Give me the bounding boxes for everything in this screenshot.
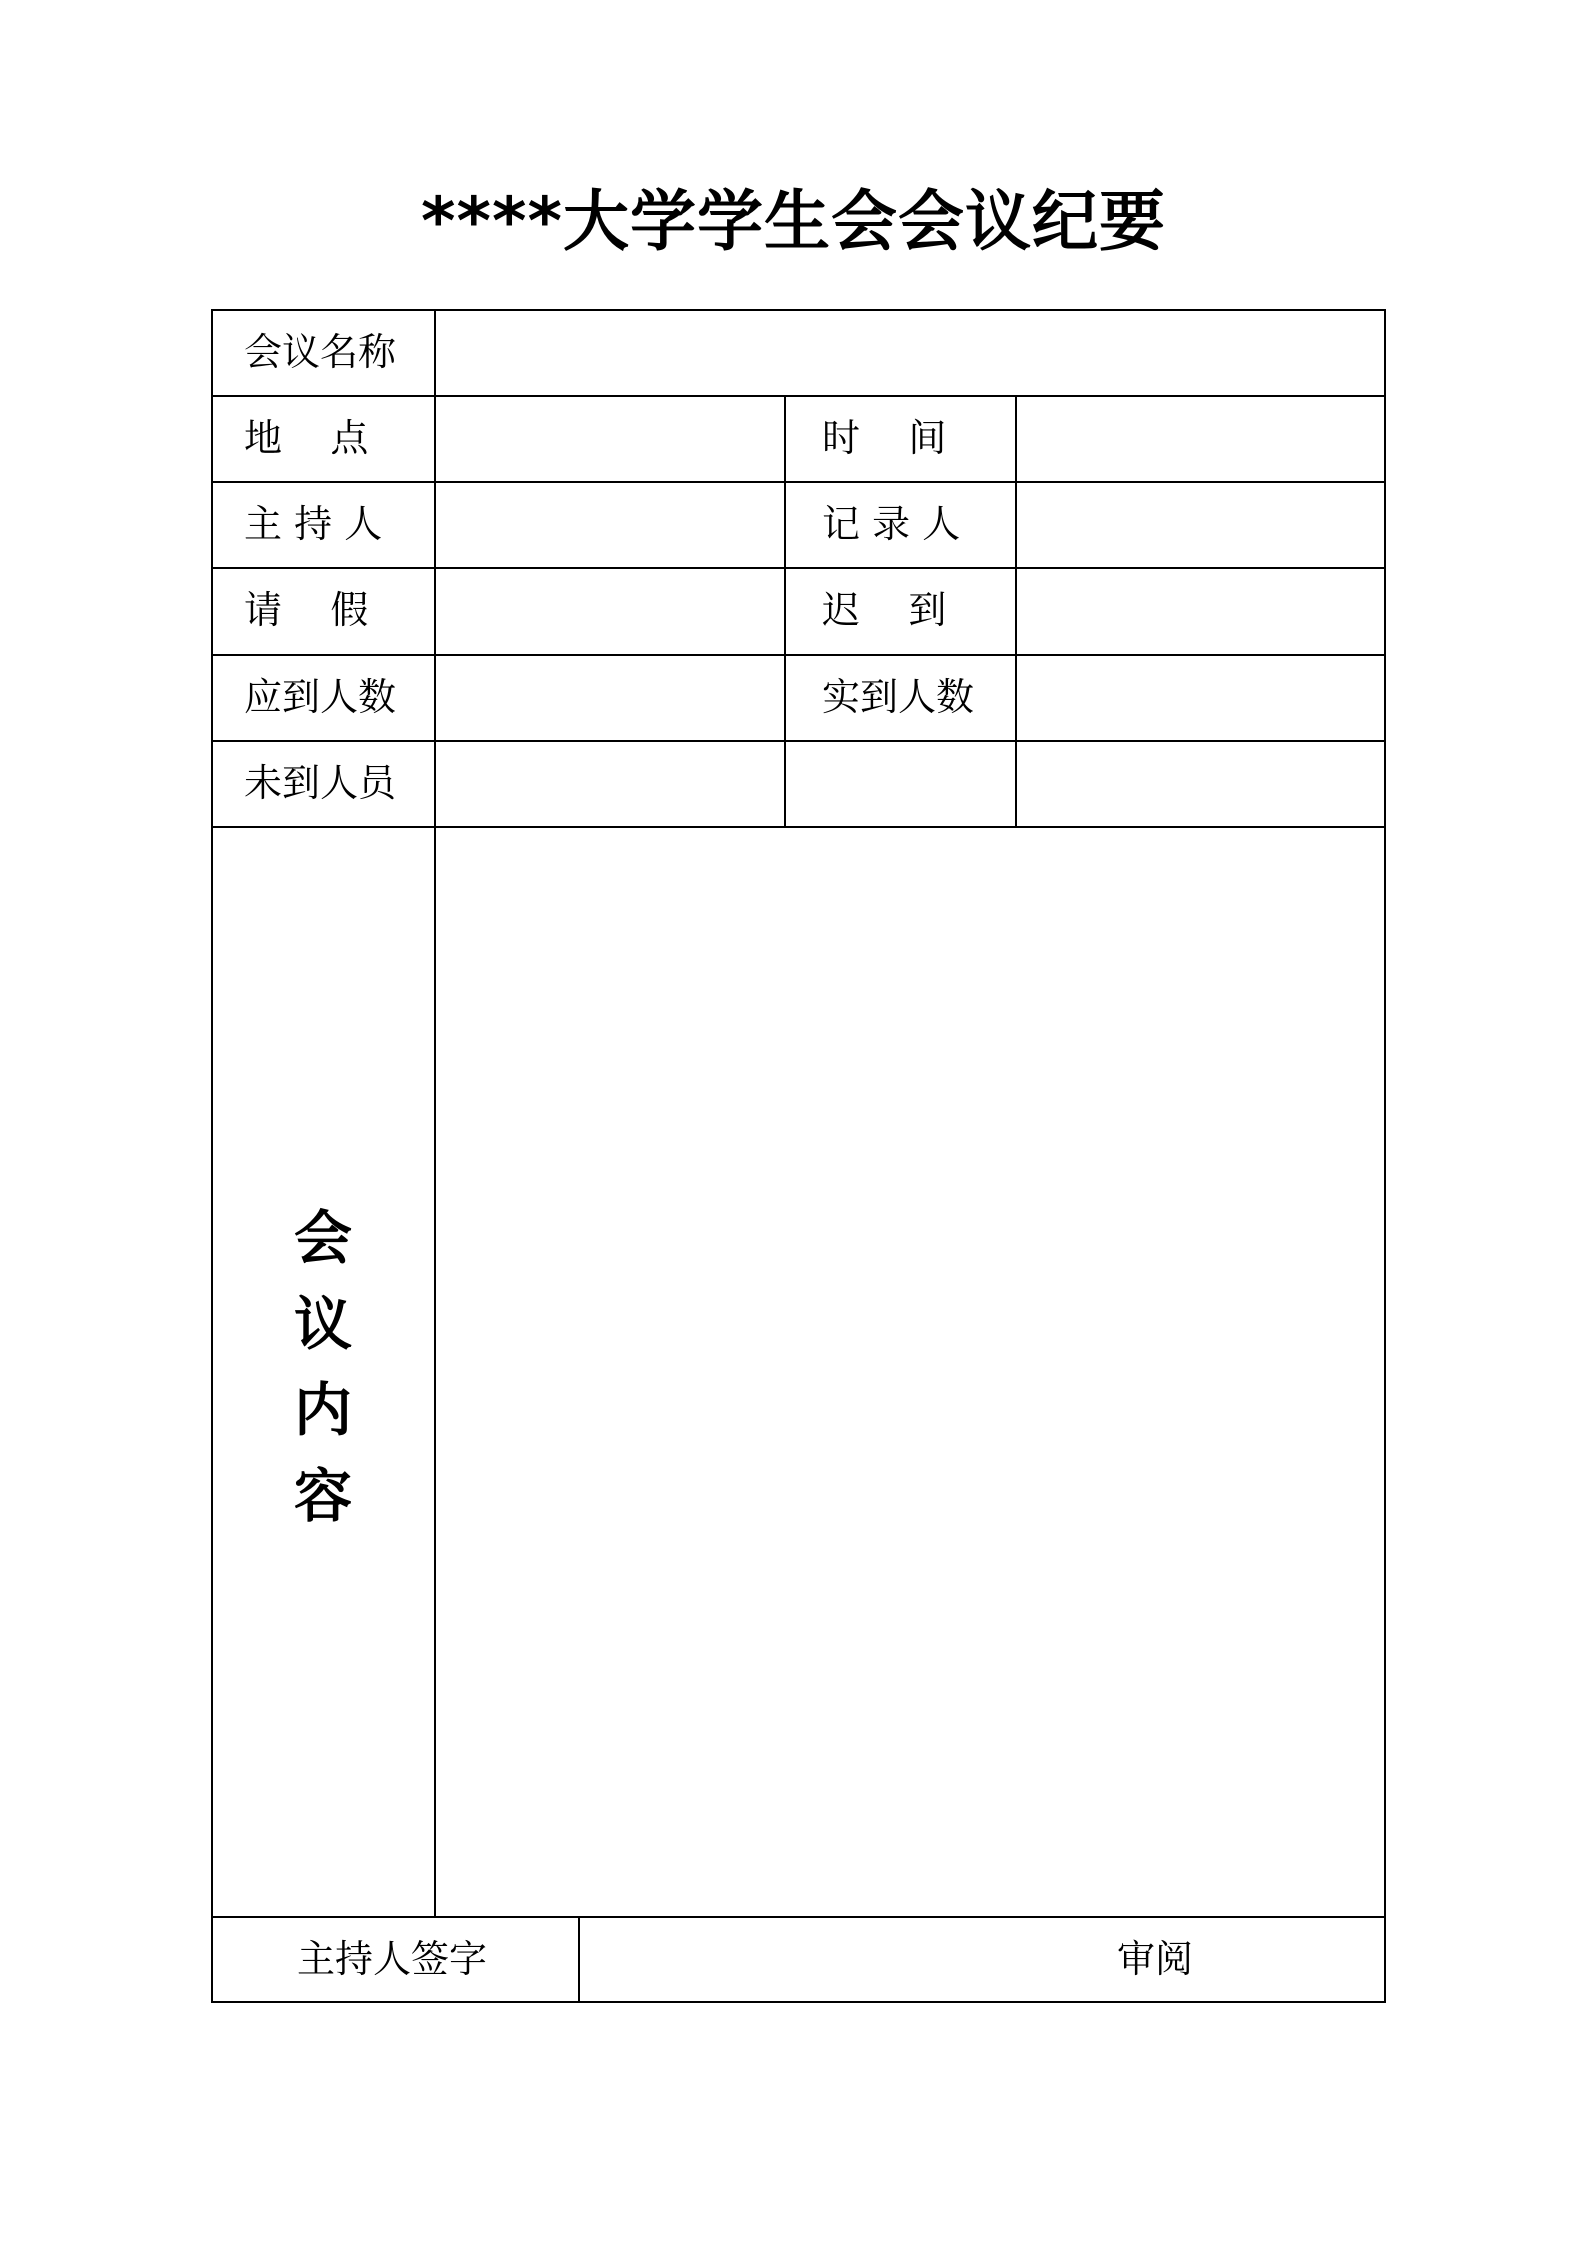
absent-field[interactable]	[436, 742, 1384, 826]
review-label: 审阅	[1117, 1937, 1194, 1981]
recorder-field[interactable]	[1017, 483, 1384, 567]
location-field[interactable]	[436, 397, 784, 481]
actual-count-label: 实到人数	[822, 675, 975, 719]
review-field[interactable]	[1210, 1918, 1384, 2002]
host-label: 主 持 人	[244, 502, 383, 546]
content-char: 容	[293, 1462, 352, 1530]
content-char: 会	[293, 1204, 352, 1272]
page-title: ****大学学生会会议纪要	[420, 183, 1167, 260]
host-signature-field[interactable]	[580, 1918, 1100, 2002]
time-label: 时 间	[822, 416, 947, 460]
meeting-name-label: 会议名称	[244, 330, 397, 374]
host-signature-label: 主持人签字	[297, 1937, 488, 1981]
content-char: 内	[293, 1376, 352, 1444]
meeting-name-field[interactable]	[436, 311, 1384, 395]
meeting-content-label	[211, 1195, 435, 1539]
time-field[interactable]	[1017, 397, 1384, 481]
recorder-label: 记 录 人	[822, 502, 961, 546]
actual-count-field[interactable]	[1017, 656, 1384, 740]
location-label: 地 点	[244, 416, 369, 460]
leave-field[interactable]	[436, 569, 784, 653]
expected-count-label: 应到人数	[244, 675, 397, 719]
late-field[interactable]	[1017, 569, 1384, 653]
host-field[interactable]	[436, 483, 784, 567]
late-label: 迟 到	[822, 588, 947, 632]
content-char: 议	[293, 1290, 352, 1358]
meeting-content-field[interactable]	[436, 828, 1384, 1916]
leave-label: 请 假	[244, 588, 369, 632]
expected-count-field[interactable]	[436, 656, 784, 740]
absent-label: 未到人员	[244, 761, 397, 805]
